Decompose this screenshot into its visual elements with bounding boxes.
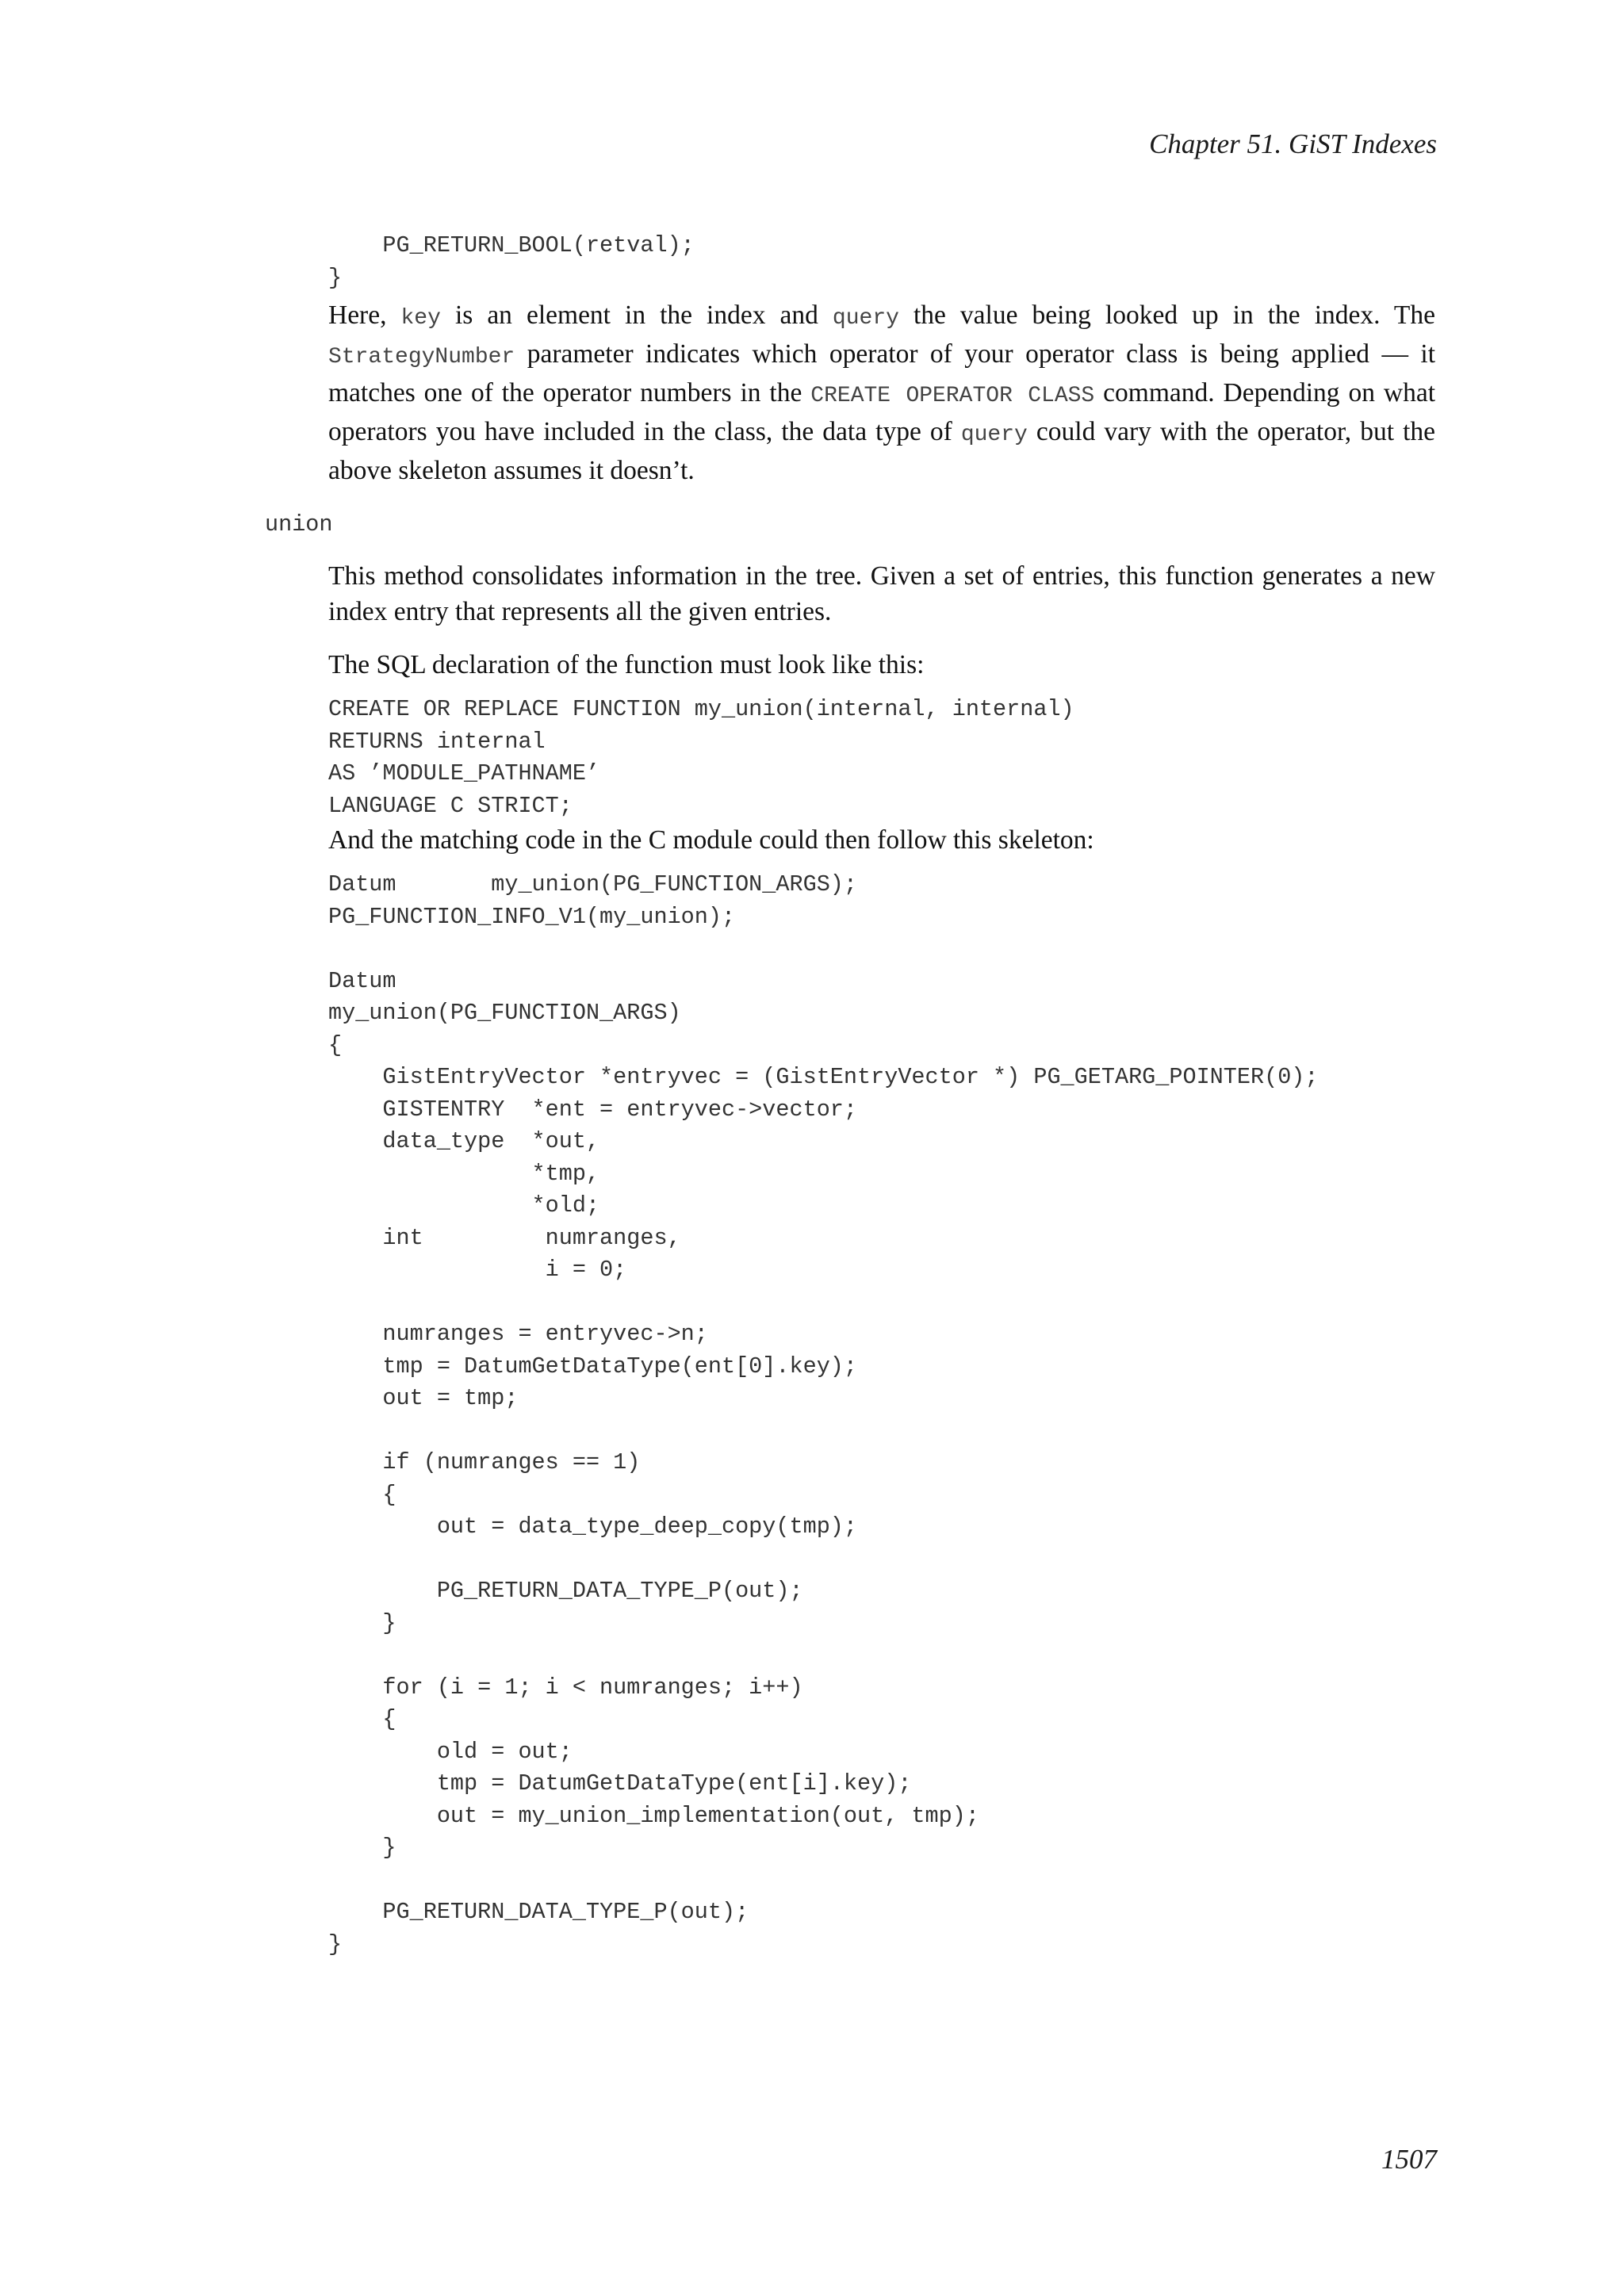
text-run: parameter indicates which operator of your operator class is being applied — it matches one of the operator numbers in the: [328, 339, 1435, 408]
code-line: GistEntryVector *entryvec = (GistEntryVector *) PG_GETARG_POINTER(0);: [328, 1064, 1319, 1090]
code-line: data_type *out,: [328, 1128, 600, 1154]
code-line: int numranges,: [328, 1224, 681, 1251]
sql-declaration-code: [328, 694, 1438, 822]
code-line: i = 0;: [328, 1257, 627, 1283]
code-line: [328, 1544, 1438, 1576]
code-line: PG_RETURN_BOOL(retval);: [328, 232, 695, 258]
code-line: *tmp,: [328, 1160, 600, 1187]
code-line: }: [328, 1931, 343, 1957]
code-line: {: [328, 1481, 396, 1508]
inline-code-create-operator-class: CREATE OPERATOR CLASS: [810, 384, 1095, 408]
code-line: }: [328, 1609, 396, 1636]
text-run: could vary with the operator, but the above skeleton assumes it doesn’t.: [328, 417, 1436, 485]
code-line: [328, 1865, 1438, 1897]
code-line: out = data_type_deep_copy(tmp);: [328, 1513, 858, 1540]
code-line: out = tmp;: [328, 1385, 519, 1411]
text-run: the value being looked up in the index. The: [898, 300, 1435, 330]
code-line: tmp = DatumGetDataType(ent[0].key);: [328, 1353, 858, 1380]
code-line: PG_FUNCTION_INFO_V1(my_union);: [328, 903, 736, 930]
code-line: [328, 1287, 1438, 1319]
code-line: PG_RETURN_DATA_TYPE_P(out);: [328, 1578, 803, 1604]
inline-code-query: query: [960, 423, 1028, 447]
c-skeleton-code: [328, 869, 1438, 1961]
code-line: tmp = DatumGetDataType(ent[i].key);: [328, 1770, 912, 1797]
inline-code-key: key: [400, 306, 441, 331]
code-line: {: [328, 1706, 396, 1732]
consistent-code-tail: [328, 230, 1438, 294]
union-description: This method consolidates information in the tree. Given a set of entries, this function generates a new index entry that represents all the given entries.: [328, 561, 1435, 626]
code-line: [328, 1415, 1438, 1448]
code-line: RETURNS internal: [328, 728, 546, 755]
page-number: 1507: [1381, 2144, 1437, 2175]
code-line: AS ’MODULE_PATHNAME’: [328, 760, 600, 786]
text-run: command. Depending on what operators you have included in the class, the data type of: [328, 378, 1435, 446]
inline-code-query: query: [832, 306, 899, 331]
code-line: numranges = entryvec->n;: [328, 1321, 708, 1347]
inline-code-strategynumber: StrategyNumber: [328, 345, 515, 369]
running-header: Chapter 51. GiST Indexes: [1149, 128, 1437, 159]
code-line: my_union(PG_FUNCTION_ARGS): [328, 1000, 681, 1026]
text-run: is an element in the index and: [440, 300, 833, 330]
code-line: PG_RETURN_DATA_TYPE_P(out);: [328, 1899, 749, 1925]
code-line: old = out;: [328, 1738, 573, 1765]
text-run: Here,: [328, 300, 401, 330]
sql-declaration-intro: The SQL declaration of the function must look like this:: [328, 650, 925, 679]
code-line: [328, 933, 1438, 966]
code-line: }: [328, 264, 343, 291]
consistent-explanation: [328, 297, 1435, 488]
code-line: CREATE OR REPLACE FUNCTION my_union(internal, internal): [328, 696, 1074, 722]
code-line: Datum my_union(PG_FUNCTION_ARGS);: [328, 871, 858, 897]
code-line: [328, 1640, 1438, 1672]
code-line: }: [328, 1835, 396, 1861]
code-line: GISTENTRY *ent = entryvec->vector;: [328, 1096, 858, 1123]
code-line: {: [328, 1031, 343, 1058]
c-skeleton-intro: And the matching code in the C module could then follow this skeleton:: [328, 825, 1094, 855]
code-line: if (numranges == 1): [328, 1449, 641, 1475]
code-line: out = my_union_implementation(out, tmp);: [328, 1802, 979, 1829]
code-line: *old;: [328, 1192, 600, 1219]
code-line: LANGUAGE C STRICT;: [328, 792, 573, 819]
code-line: Datum: [328, 967, 396, 994]
page-content: [265, 230, 1438, 1961]
code-line: for (i = 1; i < numranges; i++): [328, 1674, 803, 1701]
term-union: union: [265, 511, 333, 538]
